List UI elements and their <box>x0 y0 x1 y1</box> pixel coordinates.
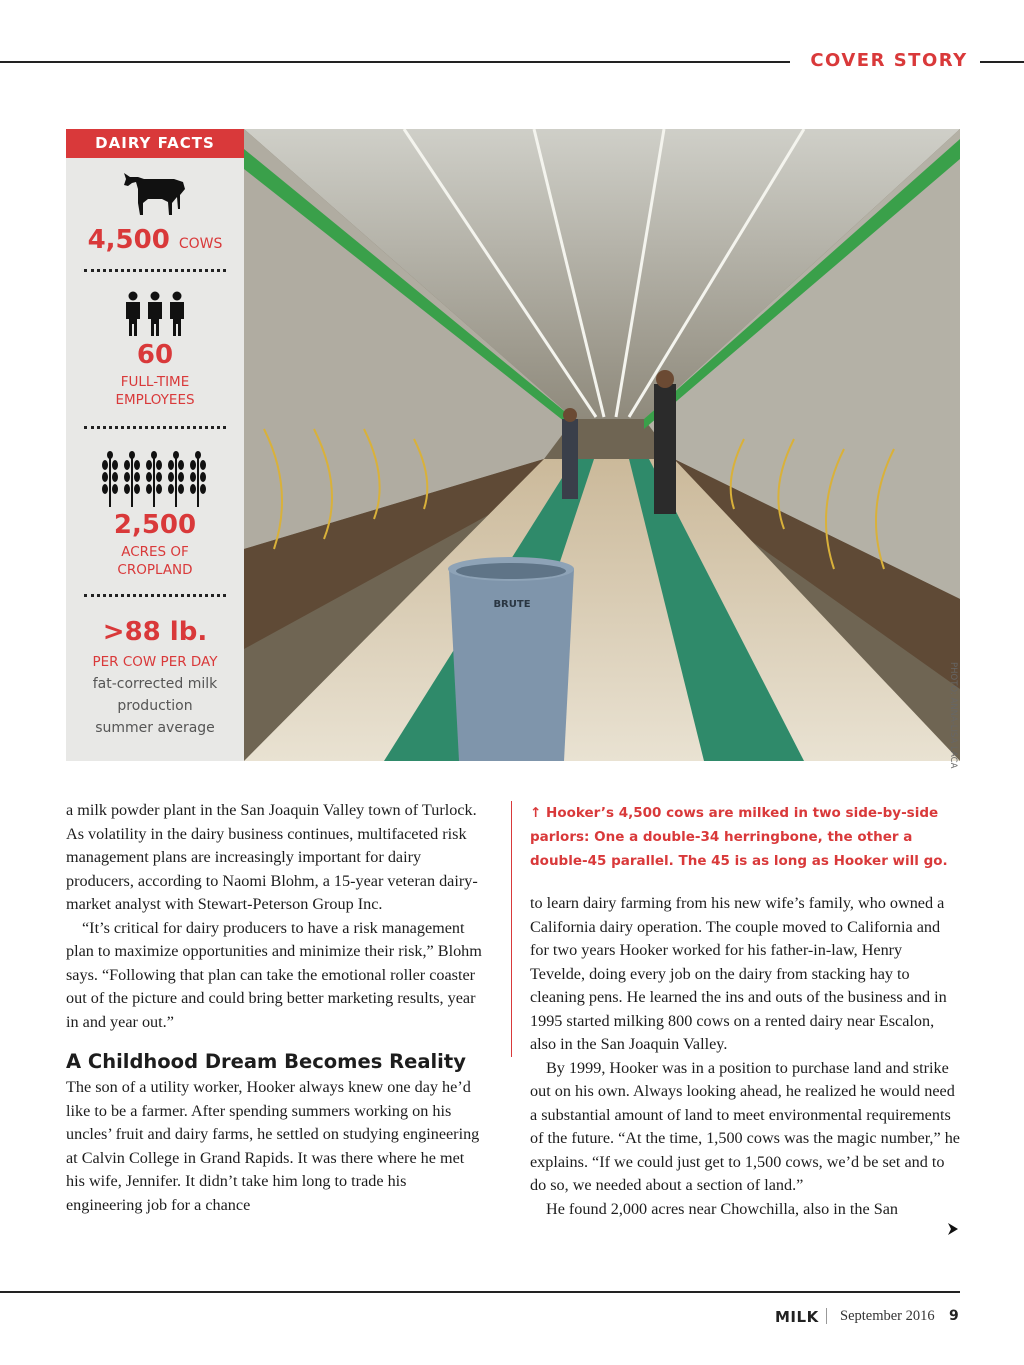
section-label: COVER STORY <box>810 50 968 71</box>
article-paragraph: He found 2,000 acres near Chowchilla, also in the San <box>546 1199 898 1218</box>
footer-separator <box>826 1308 827 1324</box>
dairy-facts-title: DAIRY FACTS <box>66 129 244 158</box>
milking-parlor-photo <box>244 129 960 761</box>
article-right-column <box>530 892 960 1221</box>
dotted-divider <box>84 426 226 429</box>
magazine-logo: MILK <box>775 1308 819 1326</box>
article-paragraph: The son of a utility worker, Hooker always knew one day he’d like to be a farmer. After spending summers working on his uncles’ fruit and dairy farms, he settled on studying engineering at Calvin College in Grand Rapids. It was there where he met his wife, Jennifer. It didn’t take him long to trade his engineering job for a chance <box>66 1078 480 1214</box>
caption-rule <box>511 801 512 1057</box>
continue-arrow-icon <box>946 1221 960 1237</box>
cows-value: 4,500 <box>87 225 170 255</box>
employees-value: 60 <box>136 340 174 370</box>
header-rule-right <box>980 61 1024 63</box>
bucket-brand: BRUTE <box>493 599 531 610</box>
cow-icon <box>122 169 188 219</box>
footer-rule <box>0 1291 960 1293</box>
page-number: 9 <box>949 1308 959 1324</box>
up-arrow-icon: ↑ <box>530 805 542 821</box>
article-paragraph: to learn dairy farming from his new wife’s family, who owned a California dairy operation. The couple moved to California and for two years Hooker worked for his father-in-law, Henry Tevelde, doing every job on the dairy from stacking hay to cleaning pens. He learned the ins and outs of the business and in 1995 started milking 800 cows on a rented dairy near Escalon, also in the San Joaquin Valley. <box>530 894 947 1053</box>
people-icon <box>123 291 187 337</box>
article-left-column <box>66 799 486 1217</box>
dotted-divider <box>84 594 226 597</box>
cows-stat <box>66 225 244 255</box>
article-paragraph: a milk powder plant in the San Joaquin Valley town of Turlock. As volatility in the dairy business continues, multifaceted risk management plans are increasingly important for dairy producers, according to Naomi Blohm, a 15-year veteran dairy-market analyst with Stewart-Peterson Group Inc. <box>66 801 478 913</box>
cows-unit: COWS <box>178 236 223 252</box>
employees-label-1: FULL-TIME <box>120 374 190 390</box>
milk-desc-3: summer average <box>95 720 215 736</box>
milk-label: PER COW PER DAY <box>92 654 218 670</box>
caption-text: Hooker’s 4,500 cows are milked in two side-by-side parlors: One a double-34 herringbone, the other a double-45 parallel. The 45 is as long as Hooker will go. <box>530 805 948 869</box>
corn-icon <box>99 449 211 507</box>
article-subhead: A Childhood Dream Becomes Reality <box>66 1050 466 1073</box>
milk-desc-2: production <box>117 698 193 714</box>
header-rule-left <box>0 61 790 63</box>
issue-date: September 2016 <box>840 1308 935 1324</box>
cropland-value: 2,500 <box>113 510 197 540</box>
photo-credit: PHOTO: ANNA-LISA LACA <box>948 662 958 769</box>
article-paragraph: By 1999, Hooker was in a position to purchase land and strike out on his own. Always looking ahead, he realized he would need a substantial amount of land to meet environmental requirements of the future. “At the time, 1,500 cows was the magic number,” he explains. “If we could just get to 1,500 cows, we’d be set and to do so, we needed about a section of land.” <box>530 1058 960 1194</box>
milk-desc-1: fat-corrected milk <box>92 676 218 692</box>
dairy-facts-panel <box>66 129 244 761</box>
photo-caption <box>530 801 960 873</box>
article-paragraph: “It’s critical for dairy producers to have a risk management plan to maximize opportunities and minimize their risk,” Blohm says. “Following that plan can take the emotional roller coaster out of the picture and could bring better marketing results, year in and year out.” <box>66 918 482 1031</box>
cropland-label-2: CROPLAND <box>117 562 193 578</box>
cropland-label-1: ACRES OF <box>121 544 189 560</box>
employees-label-2: EMPLOYEES <box>115 392 195 408</box>
milk-value: >88 lb. <box>102 617 208 647</box>
dotted-divider <box>84 269 226 272</box>
